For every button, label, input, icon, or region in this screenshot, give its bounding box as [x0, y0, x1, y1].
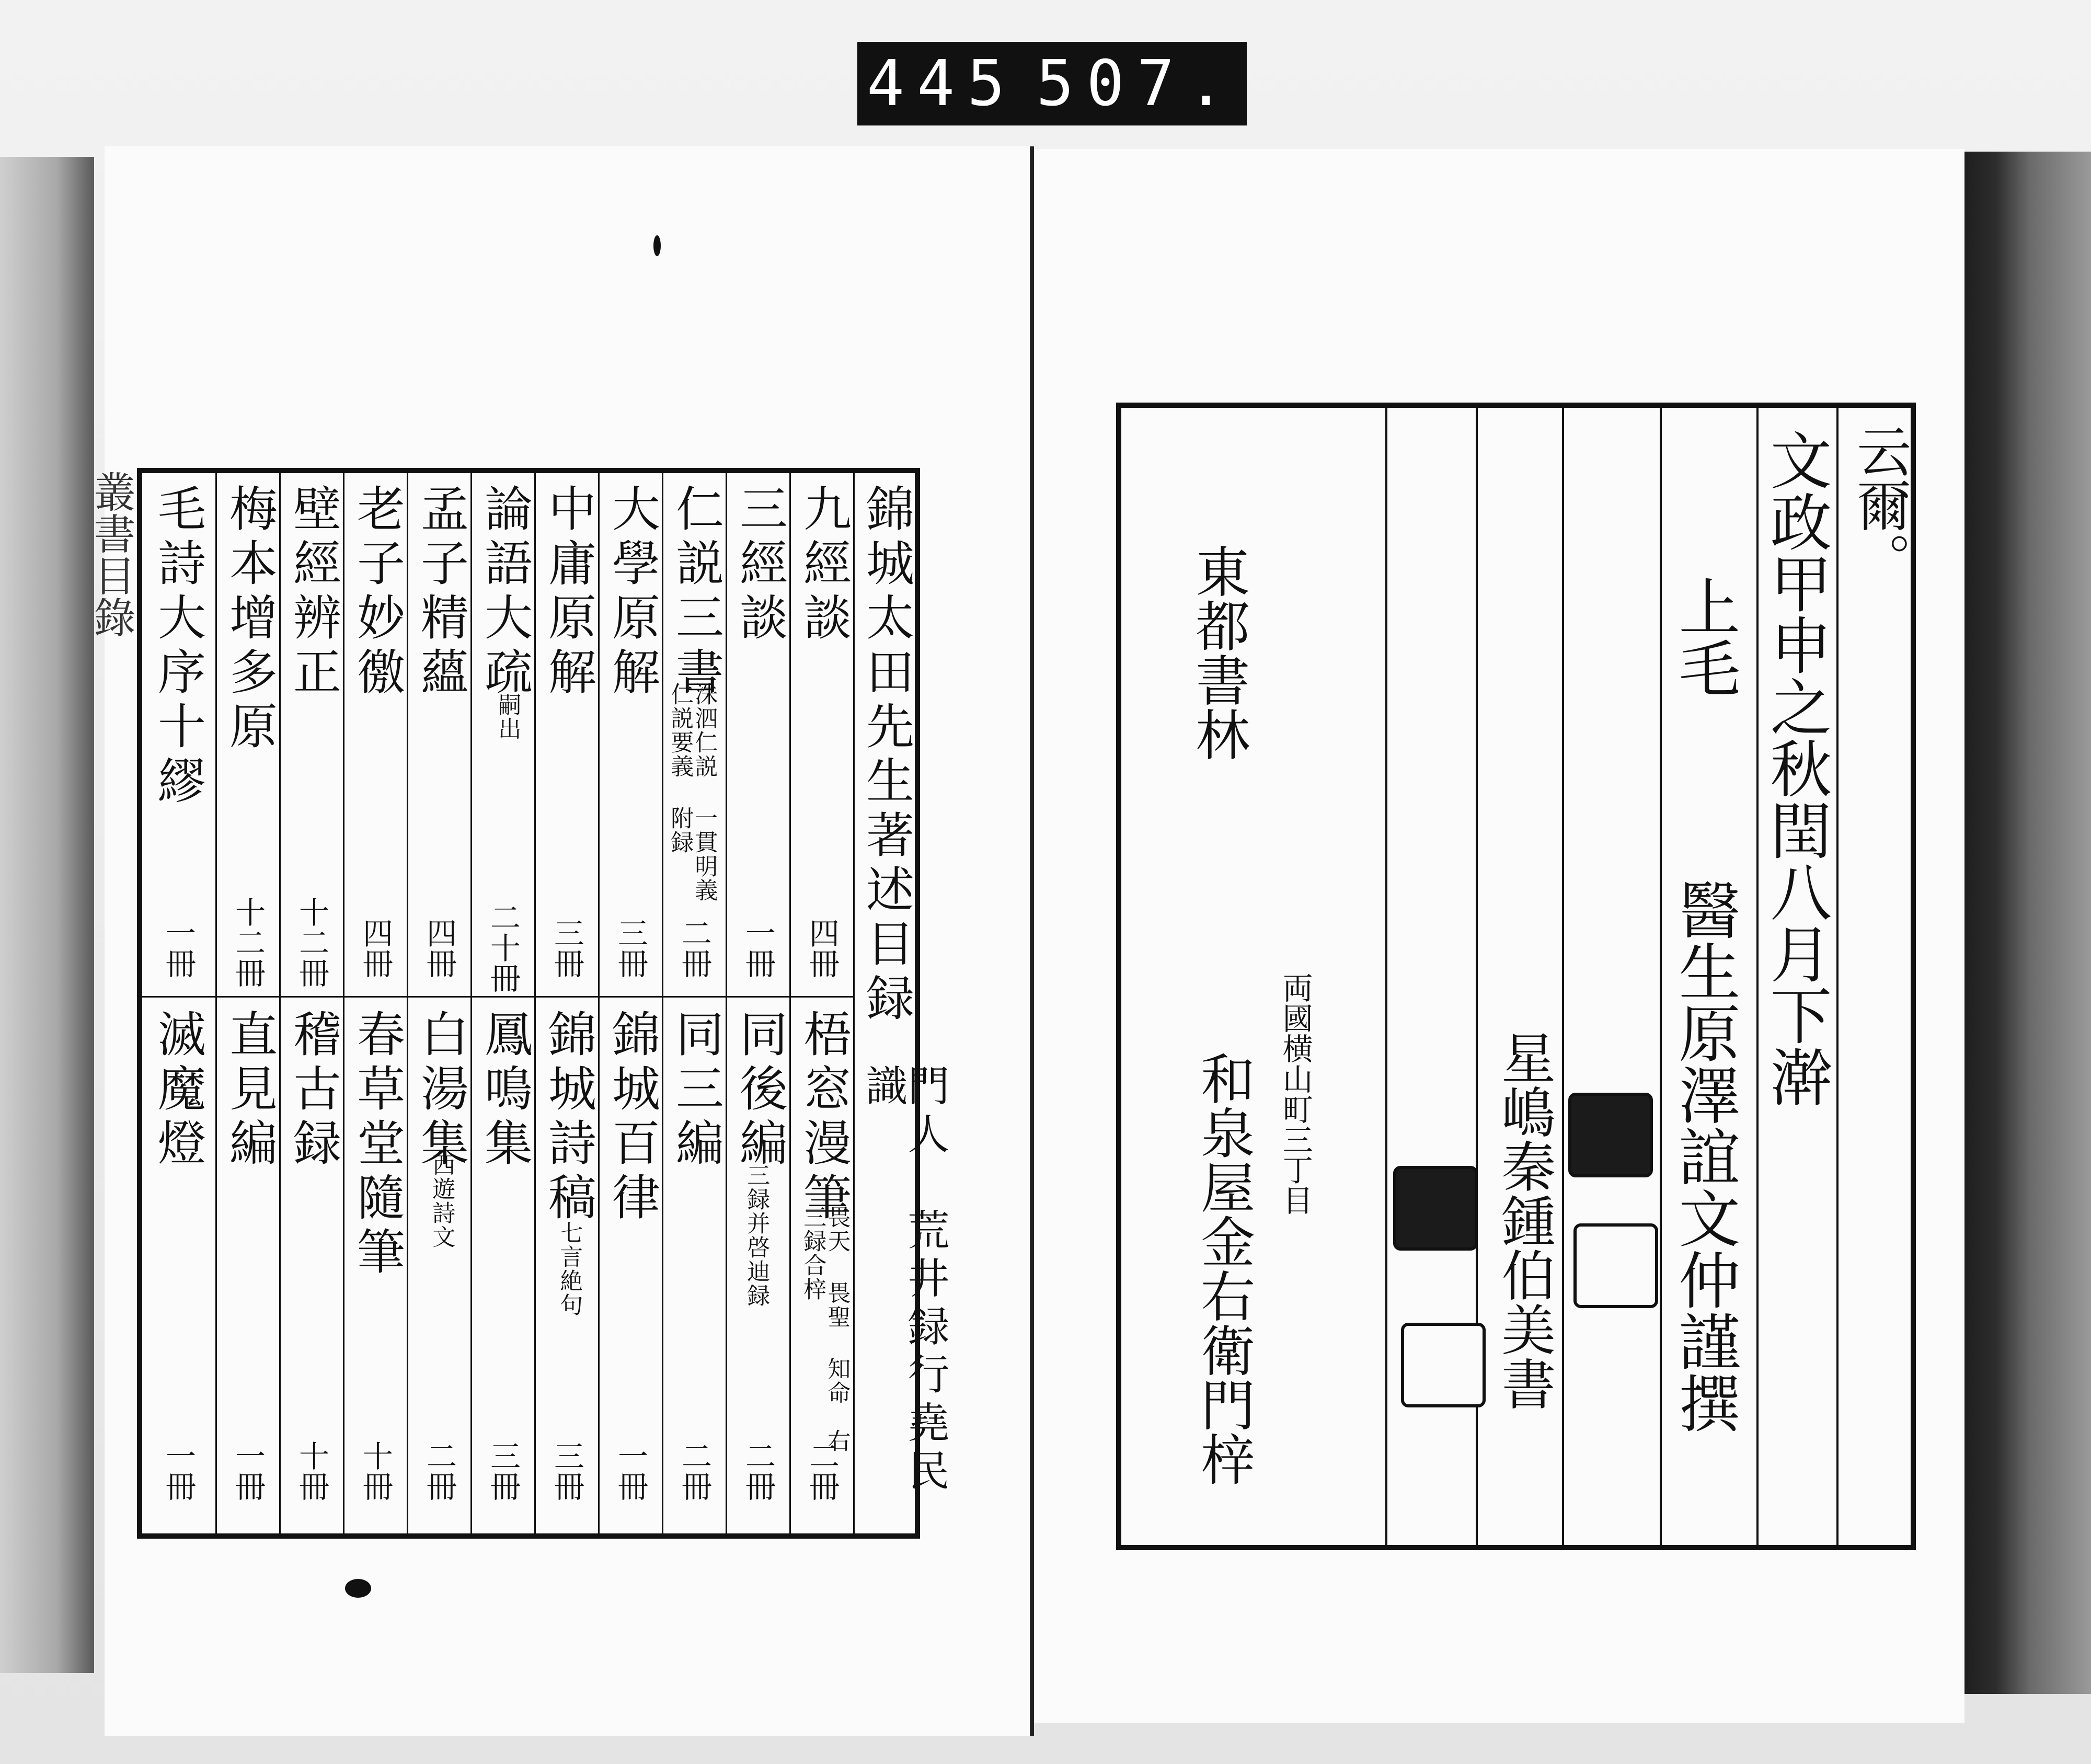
book-note: 洙泗仁説 一貫明義 仁説要義 附録 — [667, 682, 718, 902]
seal-stamp — [1393, 1166, 1478, 1251]
book-title: 三經談 — [732, 484, 788, 647]
volume-count: 十二冊 — [230, 897, 266, 988]
volume-count: 三冊 — [613, 918, 648, 978]
volume-count: 十冊 — [294, 1440, 329, 1501]
publisher-address: 両國横山町三丁目 — [1277, 972, 1313, 1215]
archive-number-left: 445 — [866, 47, 1018, 120]
book-note: 三録并啓迪録 — [743, 1163, 770, 1308]
archive-number-tag — [857, 42, 1247, 125]
author-place: 上毛 — [1668, 575, 1741, 698]
book-title: 稽古録 — [285, 1009, 341, 1172]
catalog-column — [662, 473, 726, 1533]
seal-stamp — [1573, 1223, 1658, 1308]
book-title: 直見編 — [222, 1009, 278, 1172]
book-title: 梧窓漫筆 — [796, 1009, 852, 1227]
book-title: 滅魔燈 — [150, 1009, 206, 1172]
book-title: 孟子精蘊 — [413, 484, 469, 701]
book-title: 鳳鳴集 — [477, 1009, 533, 1172]
book-title: 同三編 — [668, 1009, 724, 1172]
volume-count: 一冊 — [160, 918, 196, 978]
catalog-column — [407, 473, 470, 1533]
column-rule — [1385, 408, 1387, 1545]
colophon-box — [1116, 403, 1916, 1550]
volume-count: 十二冊 — [294, 897, 329, 988]
catalog-column — [789, 473, 853, 1533]
book-title: 同後編 — [732, 1009, 788, 1172]
book-title: 九經談 — [796, 484, 852, 647]
volume-count: 四冊 — [804, 918, 840, 978]
ink-smudge — [653, 235, 661, 256]
volume-count: 二冊 — [740, 1440, 776, 1501]
volume-count: 二冊 — [421, 1440, 457, 1501]
catalog-column — [142, 473, 215, 1533]
volume-count: 二冊 — [676, 918, 712, 978]
book-title: 白湯集 — [413, 1009, 469, 1172]
book-title: 梅本增多原 — [222, 484, 278, 755]
book-note: 畏天 畏聖 知命 右三録合梓 — [799, 1205, 851, 1453]
column-rule — [1756, 408, 1759, 1545]
catalog-column — [470, 473, 534, 1533]
catalog-column — [598, 473, 662, 1533]
book-title: 仁説三書 — [668, 484, 724, 701]
catalog-header-column — [853, 473, 949, 1533]
calligrapher-line: 星嶋秦鍾伯美書 — [1492, 1030, 1556, 1411]
catalog-column — [726, 473, 789, 1533]
seal-stamp — [1401, 1323, 1486, 1407]
spine-label: 叢書目錄 — [87, 471, 135, 638]
ink-smudge — [345, 1579, 371, 1598]
column-rule — [1660, 408, 1662, 1545]
volume-count: 三冊 — [549, 1440, 584, 1501]
publisher-line: 和泉屋金右衛門梓 — [1191, 1051, 1256, 1486]
book-title: 錦城百律 — [604, 1009, 660, 1227]
column-rule — [1836, 408, 1839, 1545]
volume-count: 四冊 — [421, 918, 457, 978]
volume-count: 一冊 — [613, 1440, 648, 1501]
volume-count: 一冊 — [230, 1440, 266, 1501]
catalog-column — [279, 473, 343, 1533]
volume-count: 一冊 — [740, 918, 776, 978]
book-title: 老子妙徼 — [349, 484, 405, 701]
catalog-column — [215, 473, 279, 1533]
volume-count: 二冊 — [676, 1440, 712, 1501]
seal-stamp — [1568, 1093, 1653, 1177]
book-edge-right — [1955, 152, 2091, 1694]
volume-count: 三冊 — [485, 1440, 521, 1501]
disciple-line: 門人 荒井録行堯民識 — [859, 1064, 949, 1497]
volume-count: 十冊 — [358, 1440, 393, 1501]
book-title: 毛詩大序十繆 — [150, 484, 206, 810]
date-line: 文政甲申之秋閏八月下澣 — [1760, 429, 1832, 1107]
volume-count: 三冊 — [549, 918, 584, 978]
archive-number-right: 507. — [1036, 47, 1238, 120]
author-line: 醫生原澤誼文仲謹撰 — [1668, 878, 1741, 1434]
publisher-place: 東都書林 — [1186, 544, 1250, 761]
book-title: 壁經辨正 — [285, 484, 341, 701]
book-title: 中庸原解 — [541, 484, 596, 701]
book-gutter-left — [0, 157, 94, 1673]
book-note: 七言絶句 — [556, 1221, 583, 1317]
book-title: 論語大疏 — [477, 484, 533, 701]
catalog-column — [534, 473, 598, 1533]
book-title: 春草堂隨筆 — [349, 1009, 405, 1281]
column-rule — [1562, 408, 1564, 1545]
catalog-header: 錦城太田先生著述目録 — [858, 484, 914, 1027]
volume-count: 一冊 — [160, 1440, 196, 1501]
closing-phrase: 云爾。 — [1847, 423, 1912, 587]
book-title: 錦城詩稿 — [541, 1009, 596, 1227]
book-title: 大學原解 — [604, 484, 660, 701]
book-note: 嗣出 — [494, 693, 521, 741]
book-note: 西遊詩文 — [428, 1153, 455, 1249]
catalog-table — [137, 468, 949, 1539]
catalog-column — [343, 473, 407, 1533]
volume-count: 四冊 — [358, 918, 393, 978]
volume-count: 二冊 — [804, 1440, 840, 1501]
volume-count: 二十冊 — [485, 902, 521, 993]
